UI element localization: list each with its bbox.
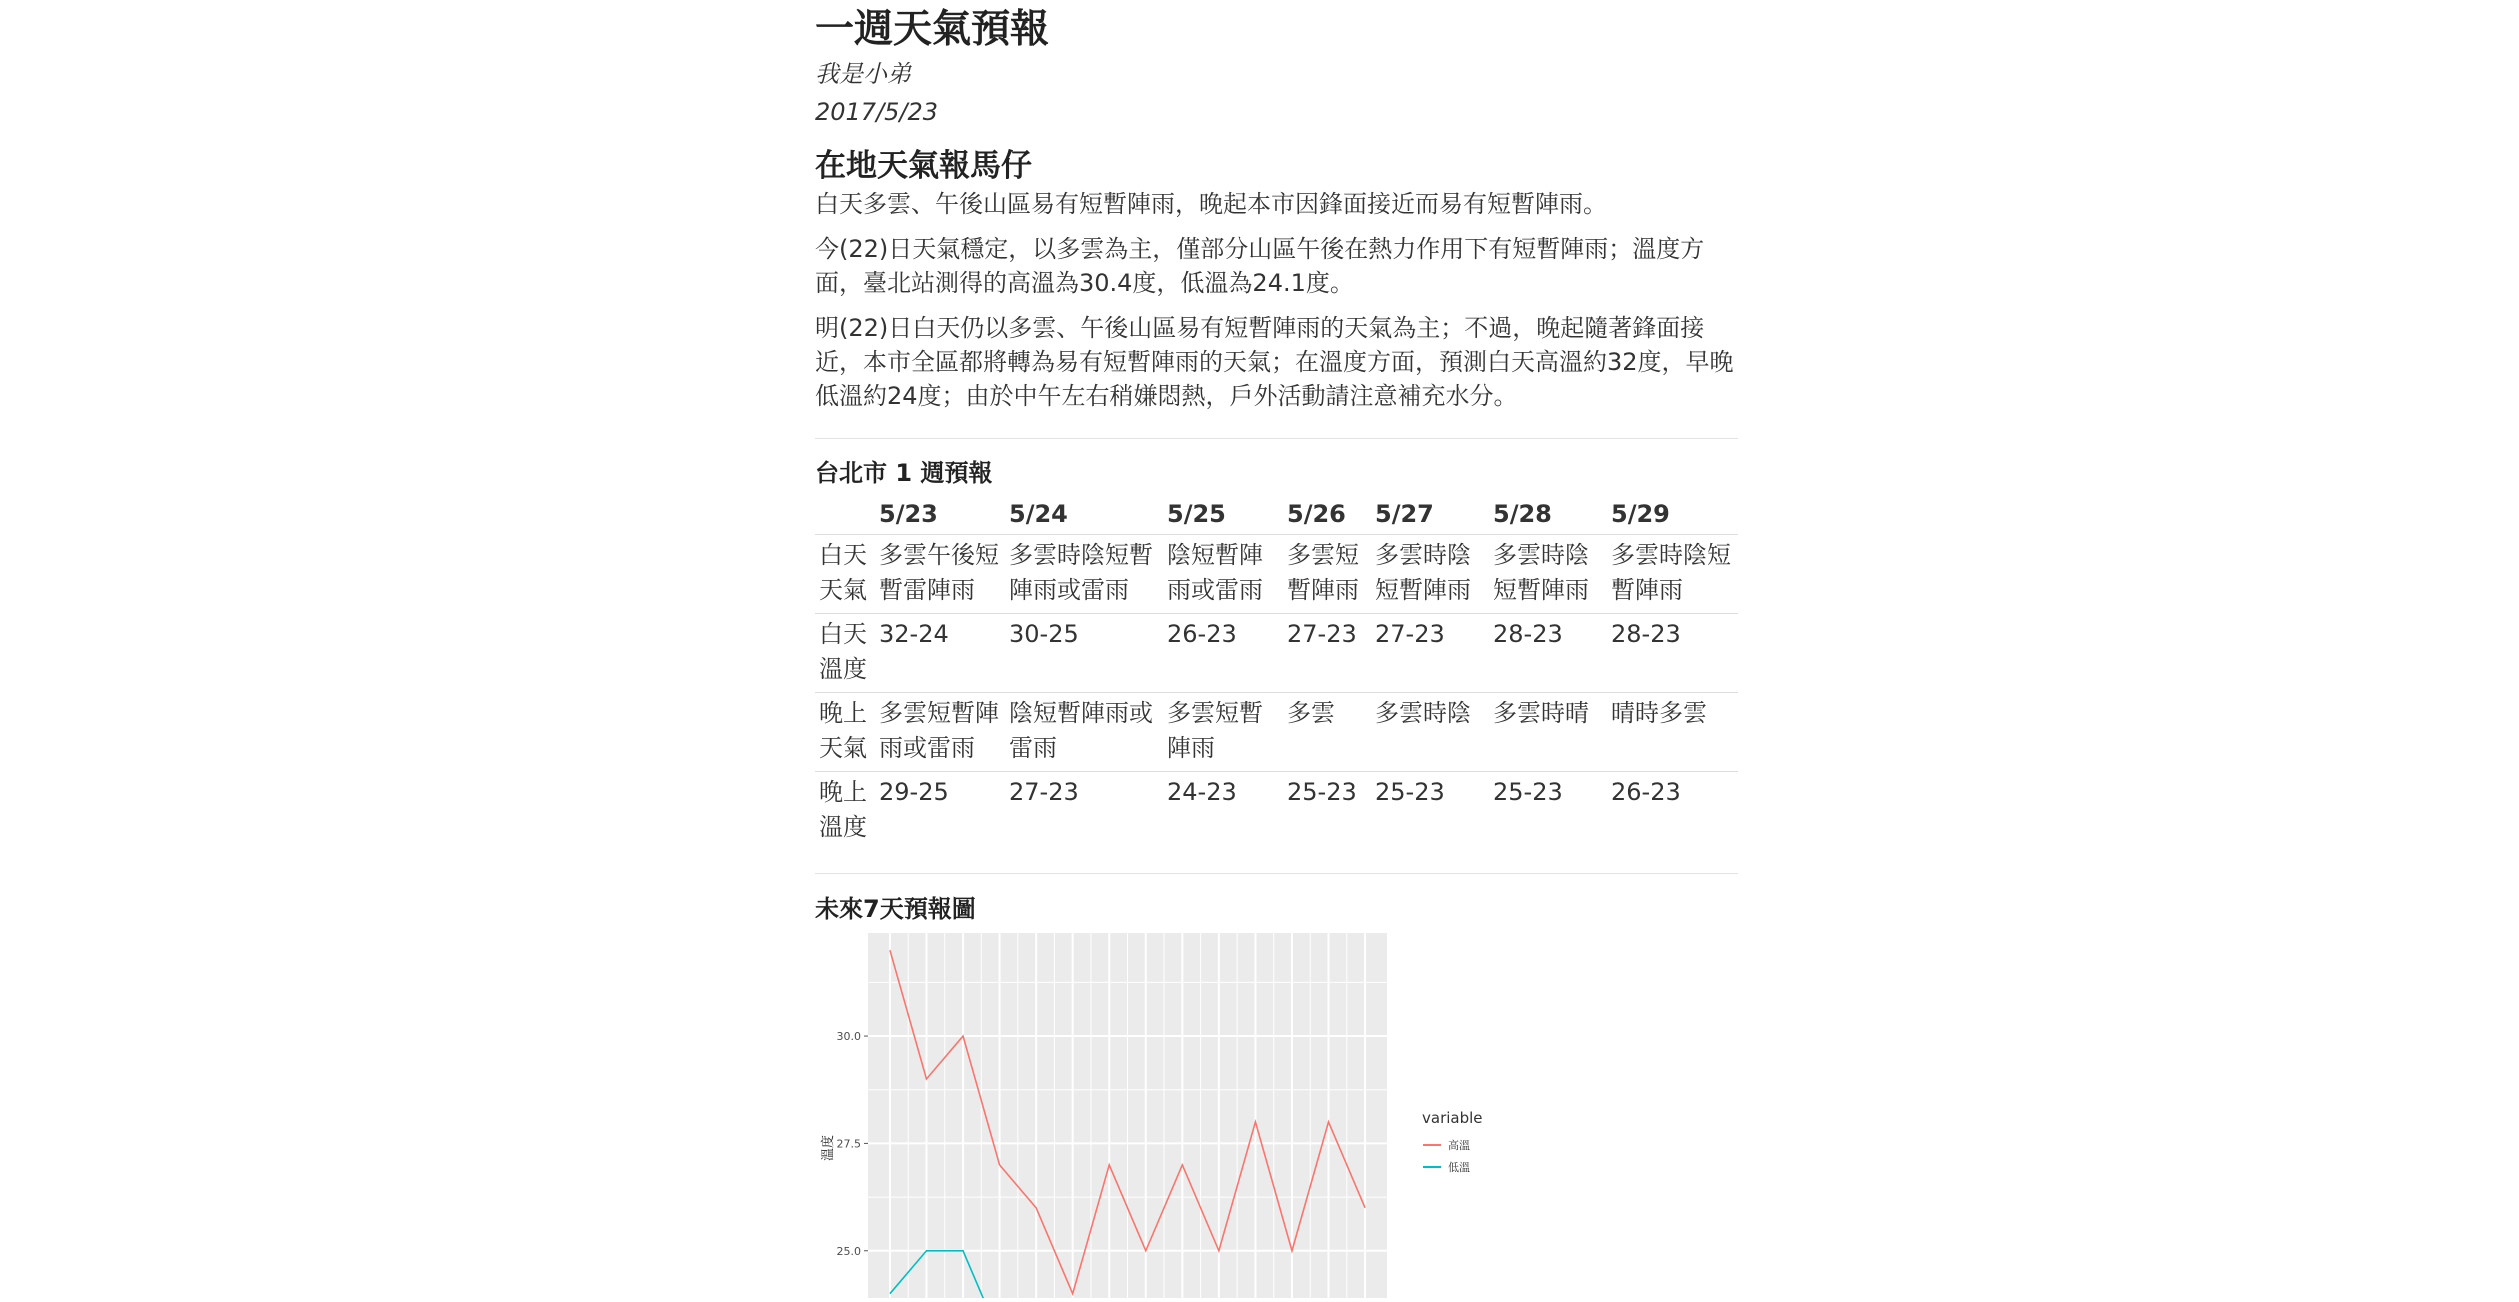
column-header: 5/23 — [879, 500, 938, 528]
page-title: 一週天氣預報 — [815, 7, 1050, 52]
table-cell: 25-23 — [1371, 772, 1489, 851]
table-cell: 陰短暫陣雨或雷雨 — [1005, 693, 1163, 772]
chart-heading: 未來7天預報圖 — [815, 895, 976, 923]
week-table-heading: 台北市 1 週預報 — [815, 459, 993, 487]
table-cell: 30-25 — [1005, 614, 1163, 693]
paragraph-3: 明(22)日白天仍以多雲、午後山區易有短暫陣雨的天氣為主；不過，晚起隨著鋒面接近，本市全區都將轉為易有短暫陣雨的天氣；在溫度方面，預測白天高溫約32度，早晚低溫約24度；由於中午左右稍嫌悶熱，戶外活動請注意補充水分。 — [815, 314, 1734, 410]
row-label: 晚上溫度 — [815, 772, 875, 851]
table-row — [815, 772, 1738, 851]
divider-2 — [815, 873, 1738, 874]
column-header: 5/28 — [1493, 500, 1552, 528]
legend-label: 高溫 — [1448, 1139, 1470, 1152]
forecast-chart — [815, 930, 1515, 1298]
column-header: 5/29 — [1611, 500, 1670, 528]
table-cell: 24-23 — [1163, 772, 1283, 851]
table-cell: 多雲時陰短暫陣雨 — [1371, 535, 1489, 614]
table-cell: 26-23 — [1163, 614, 1283, 693]
week-forecast-table — [815, 494, 1738, 850]
table-cell: 29-25 — [875, 772, 1005, 851]
table-cell: 27-23 — [1283, 614, 1371, 693]
table-cell: 25-23 — [1489, 772, 1607, 851]
column-header — [815, 494, 875, 535]
table-cell: 多雲時陰短暫陣雨 — [1489, 535, 1607, 614]
column-header: 5/27 — [1375, 500, 1434, 528]
table-cell: 27-23 — [1005, 772, 1163, 851]
table-cell: 晴時多雲 — [1607, 693, 1738, 772]
column-header: 5/24 — [1009, 500, 1068, 528]
paragraph-1: 白天多雲、午後山區易有短暫陣雨，晚起本市因鋒面接近而易有短暫陣雨。 — [815, 190, 1607, 218]
table-cell: 多雲時陰短暫陣雨 — [1607, 535, 1738, 614]
table-cell: 多雲短暫陣雨或雷雨 — [875, 693, 1005, 772]
table-cell: 26-23 — [1607, 772, 1738, 851]
forecast-chart-svg — [815, 930, 1515, 1298]
y-tick-label: 25.0 — [836, 1244, 861, 1258]
row-label: 晚上天氣 — [815, 693, 875, 772]
legend-title: variable — [1422, 1109, 1483, 1127]
author: 我是小弟 — [815, 60, 911, 88]
y-tick-label: 30.0 — [836, 1030, 861, 1044]
divider-1 — [815, 438, 1738, 439]
table-cell: 多雲短暫陣雨 — [1163, 693, 1283, 772]
date: 2017/5/23 — [815, 98, 939, 126]
row-label: 白天天氣 — [815, 535, 875, 614]
table-cell: 32-24 — [875, 614, 1005, 693]
y-axis-label: 溫度 — [821, 1134, 836, 1162]
legend-label: 低溫 — [1448, 1161, 1470, 1174]
table-cell: 28-23 — [1607, 614, 1738, 693]
table-row — [815, 614, 1738, 693]
table-header-row — [815, 494, 1738, 535]
table-row — [815, 693, 1738, 772]
table-cell: 28-23 — [1489, 614, 1607, 693]
table-cell: 多雲午後短暫雷陣雨 — [875, 535, 1005, 614]
table-cell: 多雲時陰 — [1371, 693, 1489, 772]
table-cell: 27-23 — [1371, 614, 1489, 693]
table-cell: 多雲時陰短暫陣雨或雷雨 — [1005, 535, 1163, 614]
table-cell: 多雲時晴 — [1489, 693, 1607, 772]
column-header: 5/26 — [1287, 500, 1346, 528]
table-row — [815, 535, 1738, 614]
paragraph-2: 今(22)日天氣穩定，以多雲為主，僅部分山區午後在熱力作用下有短暫陣雨；溫度方面，臺北站測得的高溫為30.4度，低溫為24.1度。 — [815, 235, 1705, 297]
row-label: 白天溫度 — [815, 614, 875, 693]
table-cell: 25-23 — [1283, 772, 1371, 851]
table-cell: 多雲短暫陣雨 — [1283, 535, 1371, 614]
table-cell: 多雲 — [1283, 693, 1371, 772]
local-weather-heading: 在地天氣報馬仔 — [815, 148, 1032, 184]
y-tick-label: 27.5 — [836, 1137, 861, 1151]
table-cell: 陰短暫陣雨或雷雨 — [1163, 535, 1283, 614]
column-header: 5/25 — [1167, 500, 1226, 528]
